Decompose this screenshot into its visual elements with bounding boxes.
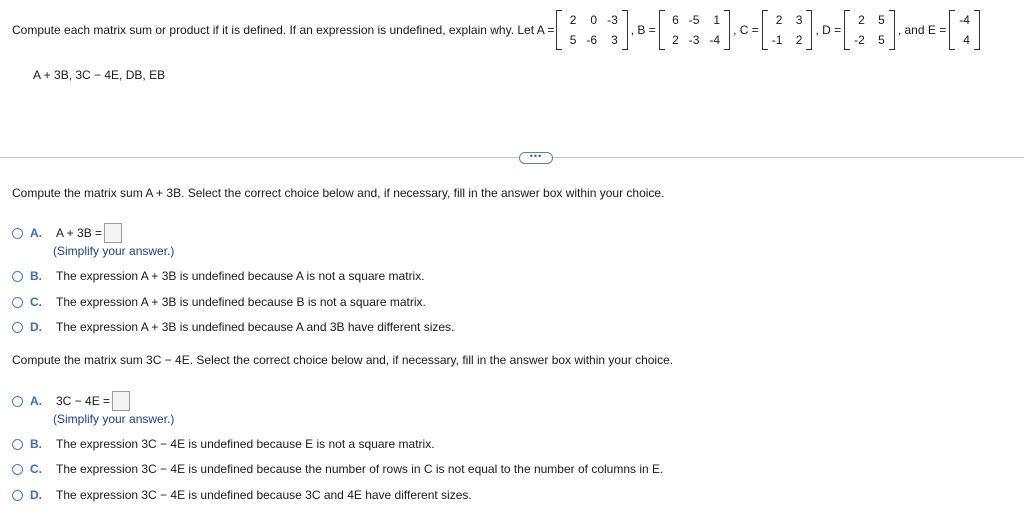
label-d: , D = <box>815 23 842 37</box>
q2-option-b[interactable]: B. The expression 3C − 4E is undefined because E is not a square matrix. <box>12 437 435 451</box>
q1-hint: (Simplify your answer.) <box>53 244 175 258</box>
q2-answer-box[interactable] <box>112 391 130 411</box>
radio-icon[interactable] <box>12 396 23 407</box>
problem-statement <box>12 0 982 60</box>
matrix-b: 6 -5 1 2 -3 -4 <box>659 10 730 50</box>
q2-instruction: Compute the matrix sum 3C − 4E. Select the correct choice below and, if necessary, fill in the answer box within your choice. <box>12 353 674 367</box>
label-c: , C = <box>733 23 759 37</box>
more-button[interactable]: ••• <box>519 152 553 164</box>
radio-icon[interactable] <box>12 490 23 501</box>
q1-instruction: Compute the matrix sum A + 3B. Select the correct choice below and, if necessary, fill in the answer box within your choice. <box>12 186 665 200</box>
q1-option-c[interactable]: C. The expression A + 3B is undefined because B is not a square matrix. <box>12 295 426 309</box>
matrix-a: 2 0 -3 5 -6 3 <box>556 10 627 50</box>
matrix-d: 2 5 -2 5 <box>844 10 895 50</box>
q1-answer-box[interactable] <box>104 223 122 243</box>
radio-icon[interactable] <box>12 297 23 308</box>
q1-option-a[interactable]: A. A + 3B = <box>12 223 122 243</box>
intro-text: Compute each matrix sum or product if it is defined. If an expression is undefined, explain why. Let A = <box>12 23 555 37</box>
radio-icon[interactable] <box>12 228 23 239</box>
radio-icon[interactable] <box>12 439 23 450</box>
q2-option-d[interactable]: D. The expression 3C − 4E is undefined because 3C and 4E have different sizes. <box>12 488 472 502</box>
divider <box>0 157 1024 158</box>
q1-option-d[interactable]: D. The expression A + 3B is undefined because A and 3B have different sizes. <box>12 320 454 334</box>
matrix-c: 2 3 -1 2 <box>762 10 813 50</box>
label-e: , and E = <box>897 23 947 37</box>
q2-hint: (Simplify your answer.) <box>53 412 175 426</box>
q1-option-b[interactable]: B. The expression A + 3B is undefined because A is not a square matrix. <box>12 269 425 283</box>
radio-icon[interactable] <box>12 271 23 282</box>
expressions-list: A + 3B, 3C − 4E, DB, EB <box>33 68 166 82</box>
matrix-e: -4 4 <box>949 10 980 50</box>
q2-option-c[interactable]: C. The expression 3C − 4E is undefined because the number of rows in C is not equal to the number of columns in E. <box>12 462 663 476</box>
radio-icon[interactable] <box>12 464 23 475</box>
q2-option-a[interactable]: A. 3C − 4E = <box>12 391 130 411</box>
label-b: , B = <box>630 23 656 37</box>
radio-icon[interactable] <box>12 322 23 333</box>
